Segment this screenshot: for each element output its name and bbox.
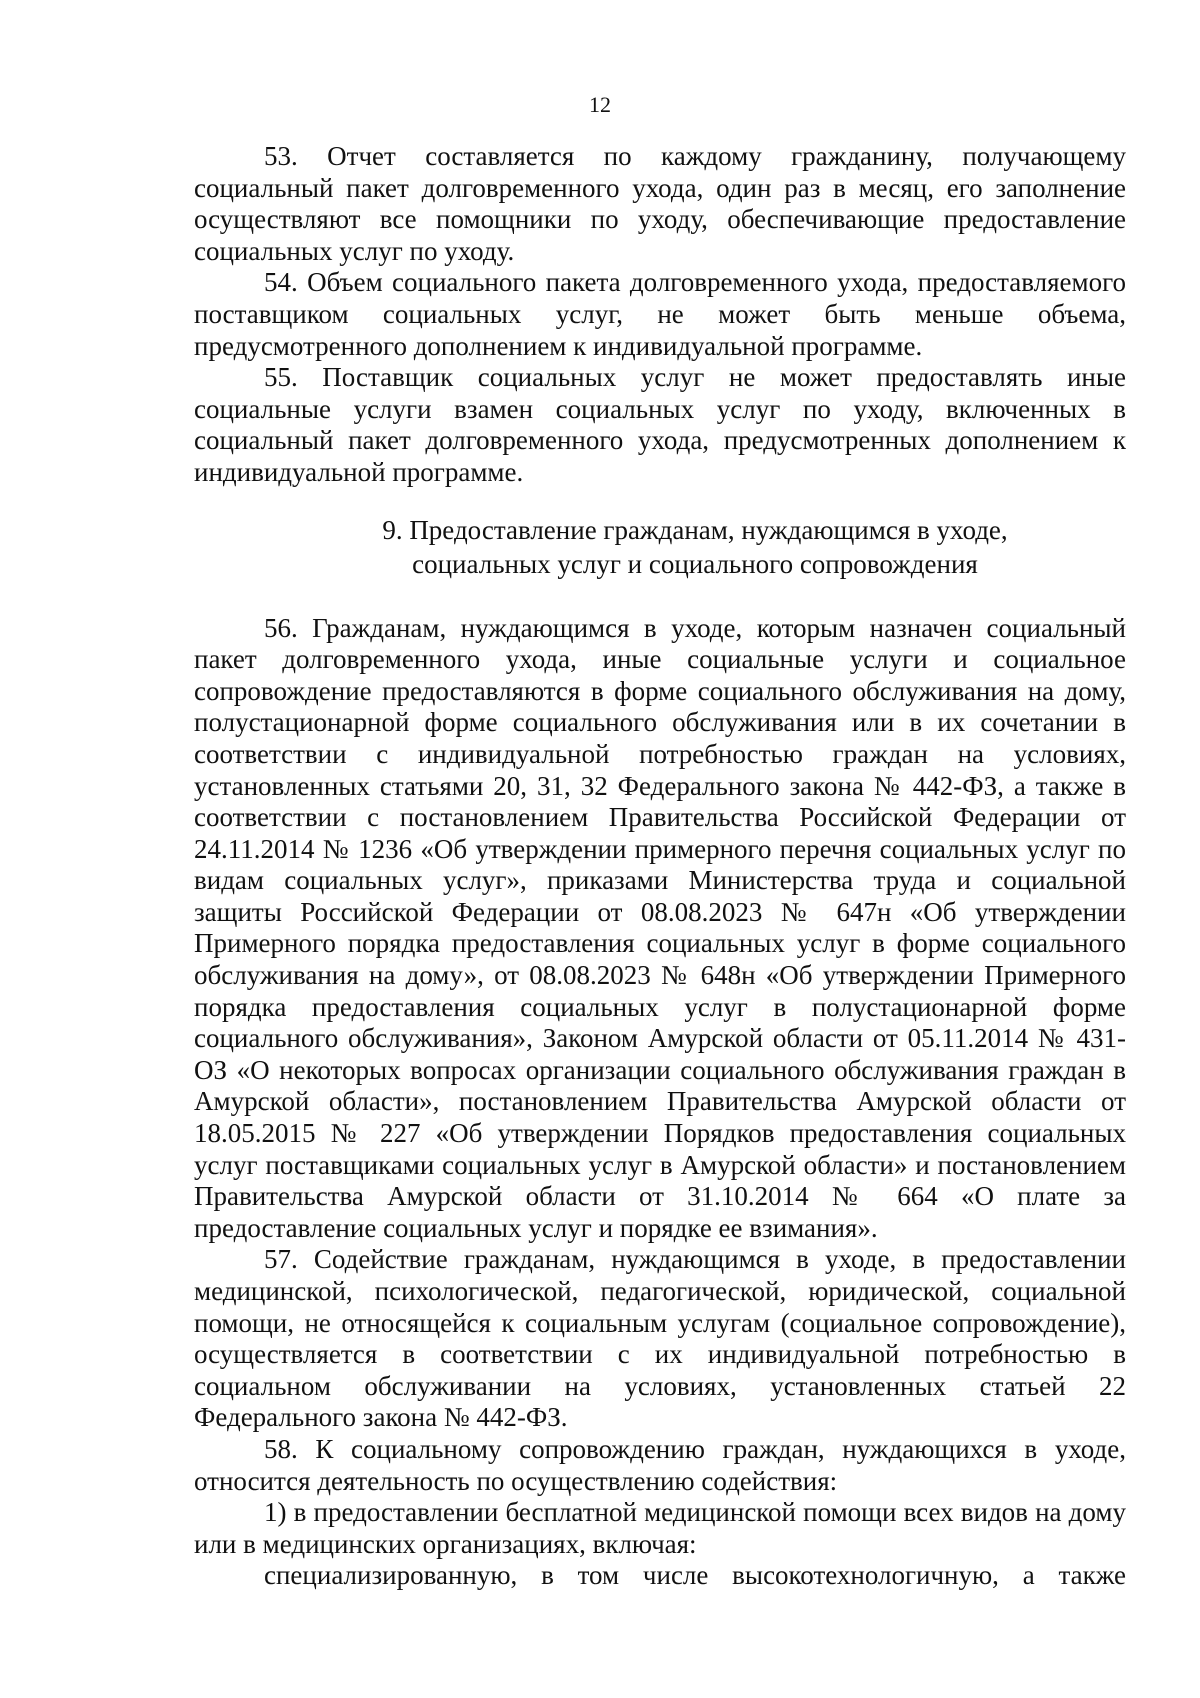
section-heading-line-1: 9. Предоставление гражданам, нуждающимся в уходе, — [382, 514, 1008, 545]
section-heading-line-2: социальных услуг и социального сопровождения — [412, 548, 978, 579]
document-body — [194, 141, 1126, 1592]
paragraph-55: 55. Поставщик социальных услуг не может предоставлять иные социальные услуги взамен социальных услуг по уходу, включенных в социальный пакет долговременного ухода, предусмотренных дополнением к индивидуальной программе. — [194, 362, 1126, 487]
paragraph-53: 53. Отчет составляется по каждому гражданину, получающему социальный пакет долговременного ухода, один раз в месяц, его заполнение осуществляют все помощники по уходу, обеспечивающие предоставление социальных услуг по уходу. — [194, 141, 1126, 266]
section-heading — [194, 513, 1126, 581]
paragraph-58: 58. К социальному сопровождению граждан, нуждающихся в уходе, относится деятельность по осуществлению содействия: — [194, 1433, 1126, 1496]
paragraph-58-item-1-continuation: специализированную, в том числе высокотехнологичную, а также — [264, 1560, 1126, 1591]
paragraph-57: 57. Содействие гражданам, нуждающимся в уходе, в предоставлении медицинской, психологической, педагогической, юридической, социальной помощи, не относящейся к социальным услугам (социальное сопровождение), осуществляется в соответствии с их индивидуальной потребностью в социальном обслуживании на условиях, установленных статьей 22 Федерального закона № 442-ФЗ. — [194, 1244, 1126, 1433]
page-number: 12 — [589, 92, 611, 117]
paragraph-56: 56. Гражданам, нуждающимся в уходе, которым назначен социальный пакет долговременного ухода, иные социальные услуги и социальное сопровождение предоставляются в форме социального обслуживания на дому, полустационарной форме социального обслуживания или в их сочетании в соответствии с индивидуальной потребностью граждан на условиях, установленных статьями 20, 31, 32 Федерального закона № 442-ФЗ, а также в соответствии с постановлением Правительства Российской Федерации от 24.11.2014 № 1236 «Об утверждении примерного перечня социальных услуг по видам социальных услуг», приказами Министерства труда и социальной защиты Российской Федерации от 08.08.2023 № 647н «Об утверждении Примерного порядка предоставления социальных услуг в форме социального обслуживания на дому», от 08.08.2023 № 648н «Об утверждении Примерного порядка предоставления социальных услуг в полустационарной форме социального обслуживания», Законом Амурской области от 05.11.2014 № 431-ОЗ «О некоторых вопросах организации социального обслуживания граждан в Амурской области», постановлением Правительства Амурской области от 18.05.2015 № 227 «Об утверждении Порядков предоставления социальных услуг поставщиками социальных услуг в Амурской области» и постановлением Правительства Амурской области от 31.10.2014 № 664 «О плате за предоставление социальных услуг и порядке ее взимания». — [194, 612, 1126, 1243]
paragraph-58-item-1: 1) в предоставлении бесплатной медицинской помощи всех видов на дому или в медицинских организациях, включая: — [194, 1497, 1126, 1559]
paragraph-54: 54. Объем социального пакета долговременного ухода, предоставляемого поставщиком социальных услуг, не может быть меньше объема, предусмотренного дополнением к индивидуальной программе. — [194, 267, 1126, 361]
